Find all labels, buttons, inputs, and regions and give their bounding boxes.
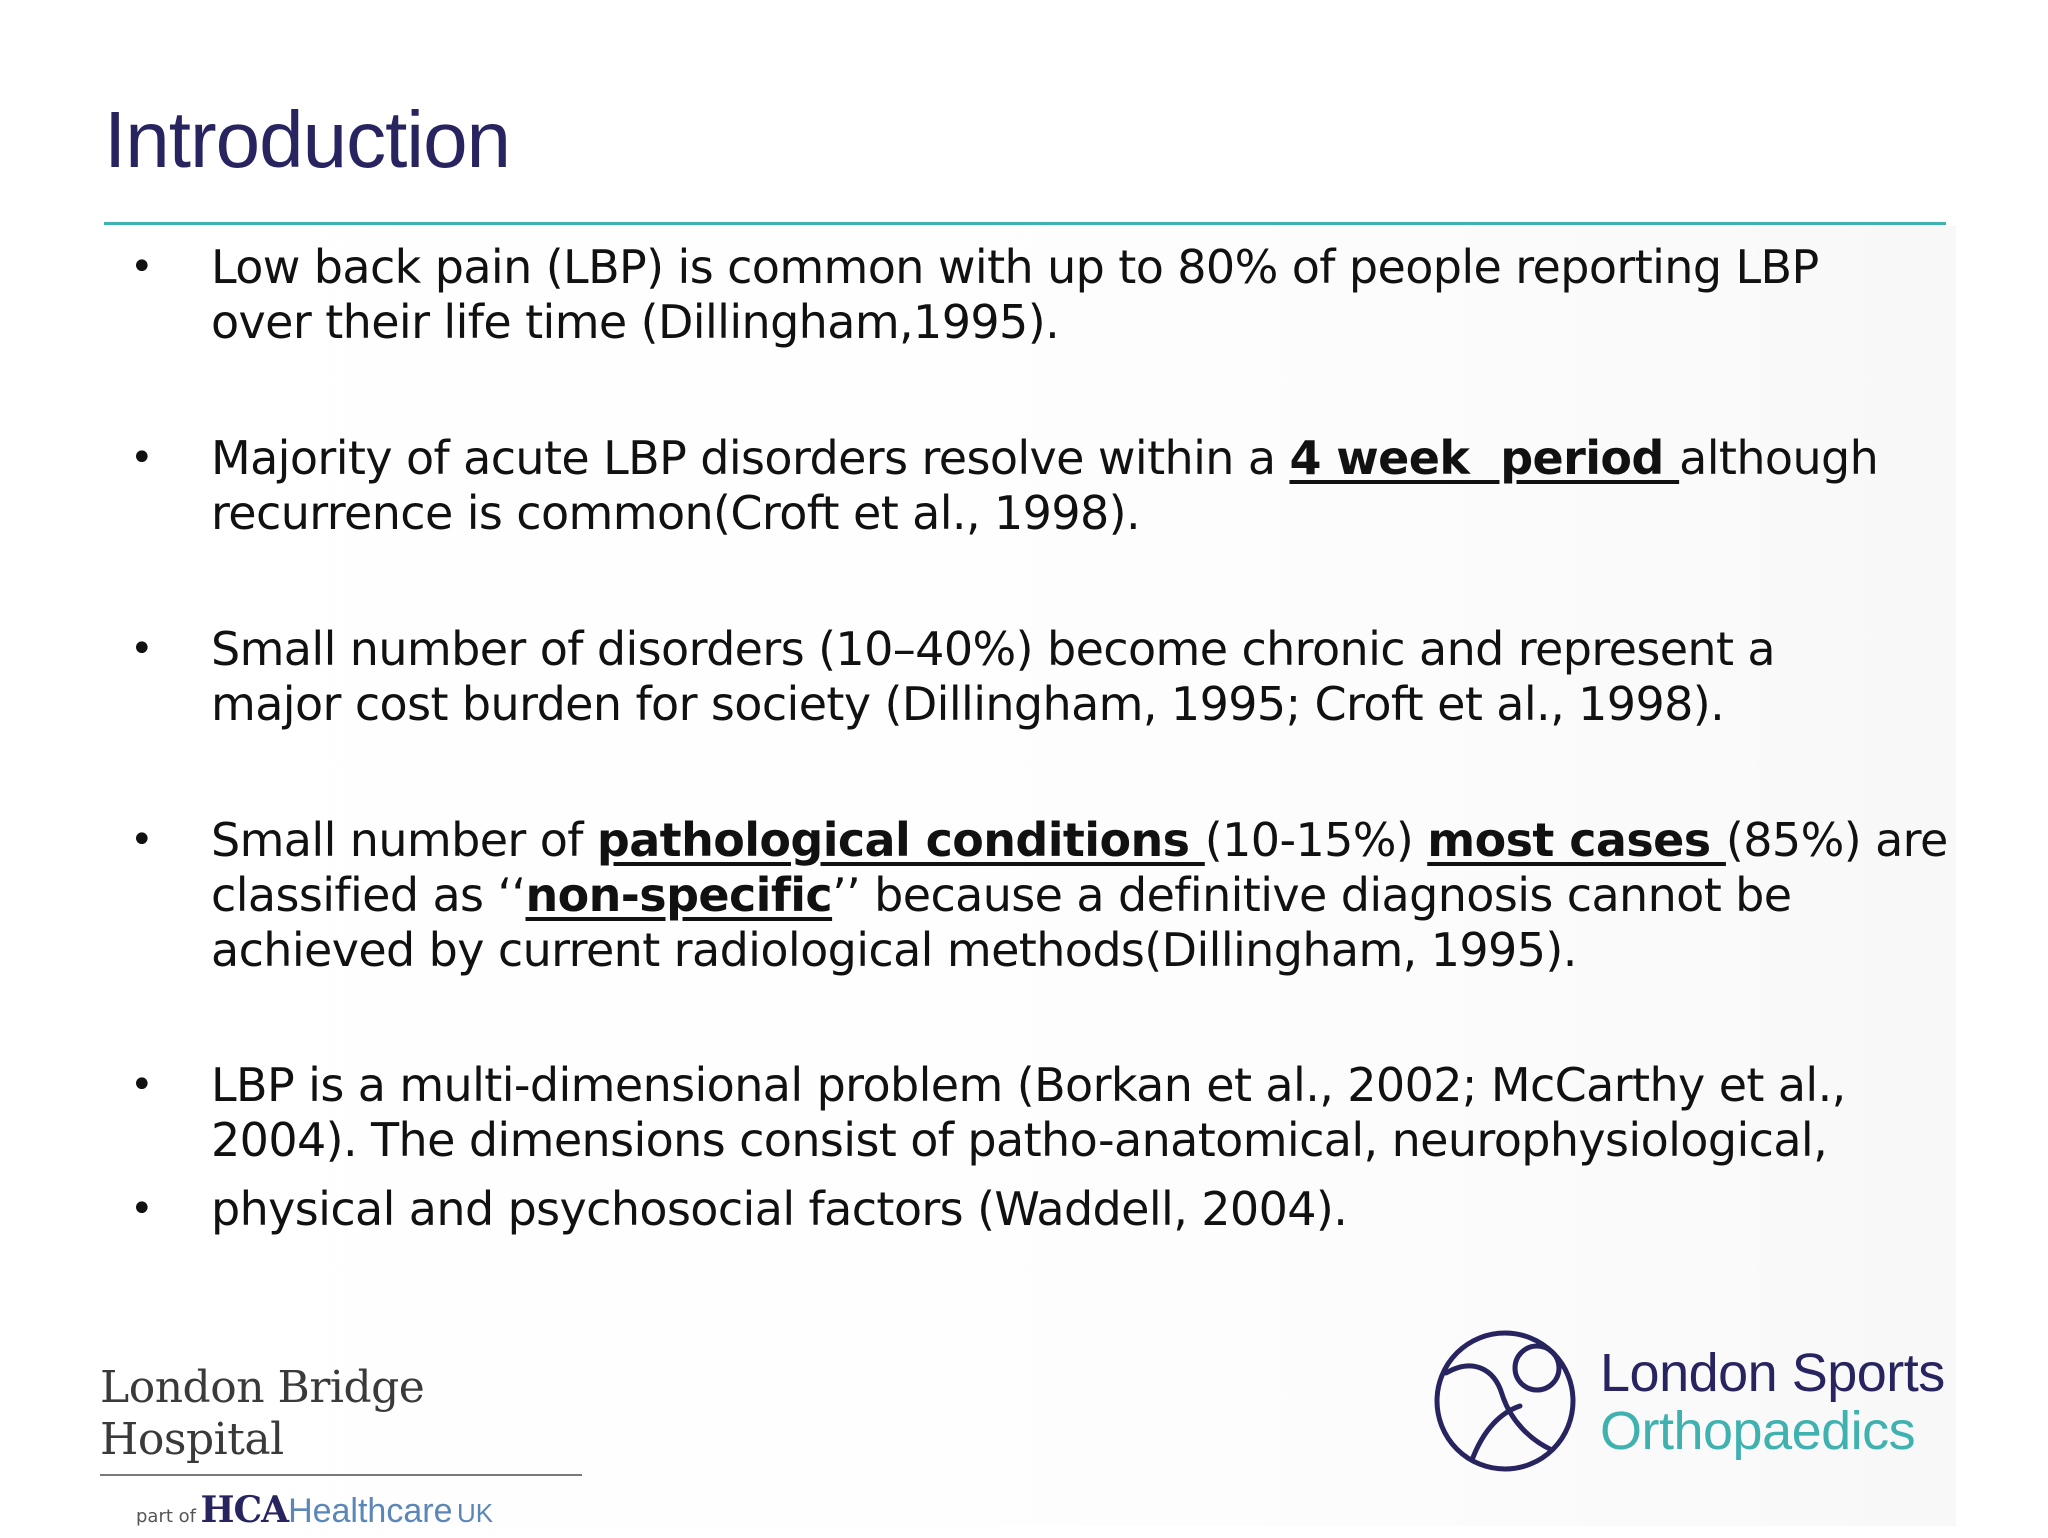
london-sports-orthopaedics-text <box>1600 1344 1945 1460</box>
bullet-line <box>211 431 1931 486</box>
healthcare-text: Healthcare <box>288 1492 453 1530</box>
bullet-line <box>211 868 1931 923</box>
bullet-text <box>211 240 1931 350</box>
bullet-line: over their life time (Dillingham,1995). <box>211 295 1060 349</box>
text-run: Small number of <box>211 813 597 867</box>
bullet-text <box>211 622 1931 732</box>
bullet-line: 2004). The dimensions consist of patho-anatomical, neurophysiological, <box>211 1113 1828 1167</box>
logo-divider <box>100 1474 582 1476</box>
text-run: (10-15%) <box>1204 813 1428 867</box>
text-run: ’’ because a definitive diagnosis cannot be <box>832 868 1792 922</box>
bullet-dot: • <box>130 435 153 481</box>
bullet-line: Low back pain (LBP) is common with up to 80% of people reporting LBP <box>211 240 1819 294</box>
bullet-line: achieved by current radiological methods(Dillingham, 1995). <box>211 923 1577 977</box>
bullet-text <box>211 1058 1931 1168</box>
text-run: classified as ‘‘ <box>211 868 526 922</box>
emphasis-4-week-period: 4 week period <box>1289 431 1680 485</box>
bullet-text <box>211 1182 1931 1237</box>
lso-line-1: London Sports <box>1600 1343 1945 1403</box>
hca-text: HCA <box>200 1489 289 1531</box>
bullet-line: recurrence is common(Croft et al., 1998). <box>211 486 1141 540</box>
bullet-dot: • <box>130 1062 153 1108</box>
part-of-text: part of <box>136 1506 196 1527</box>
bullet-line: LBP is a multi-dimensional problem (Borkan et al., 2002; McCarthy et al., <box>211 1058 1846 1112</box>
bullet-dot: • <box>130 244 153 290</box>
slide-title: Introduction <box>104 95 511 184</box>
bullet-line: major cost burden for society (Dillingham, 1995; Croft et al., 1998). <box>211 677 1725 731</box>
bullet-dot: • <box>130 817 153 863</box>
hca-tagline <box>100 1490 586 1538</box>
lso-line-2: Orthopaedics <box>1600 1401 1916 1461</box>
text-run: although <box>1679 431 1879 485</box>
emphasis-non-specific: non-specific <box>525 868 833 922</box>
emphasis-pathological-conditions: pathological conditions <box>596 813 1205 867</box>
emphasis-most-cases: most cases <box>1427 813 1726 867</box>
london-sports-orthopaedics-logo-icon <box>1432 1328 1578 1474</box>
bullet-line: physical and psychosocial factors (Waddell, 2004). <box>211 1182 1348 1236</box>
bullet-line <box>211 813 1948 868</box>
bullet-dot: • <box>130 1186 153 1232</box>
bullet-text <box>211 813 1948 978</box>
london-bridge-hospital-logo <box>100 1362 586 1538</box>
bullet-line: Small number of disorders (10–40%) become chronic and represent a <box>211 622 1776 676</box>
bullet-text <box>211 431 1931 541</box>
text-run: (85%) are <box>1725 813 1948 867</box>
bullet-dot: • <box>130 626 153 672</box>
text-run: Majority of acute LBP disorders resolve within a <box>211 431 1290 485</box>
hospital-name: London Bridge Hospital <box>100 1362 425 1465</box>
uk-text: UK <box>456 1498 494 1528</box>
title-divider <box>104 222 1946 225</box>
